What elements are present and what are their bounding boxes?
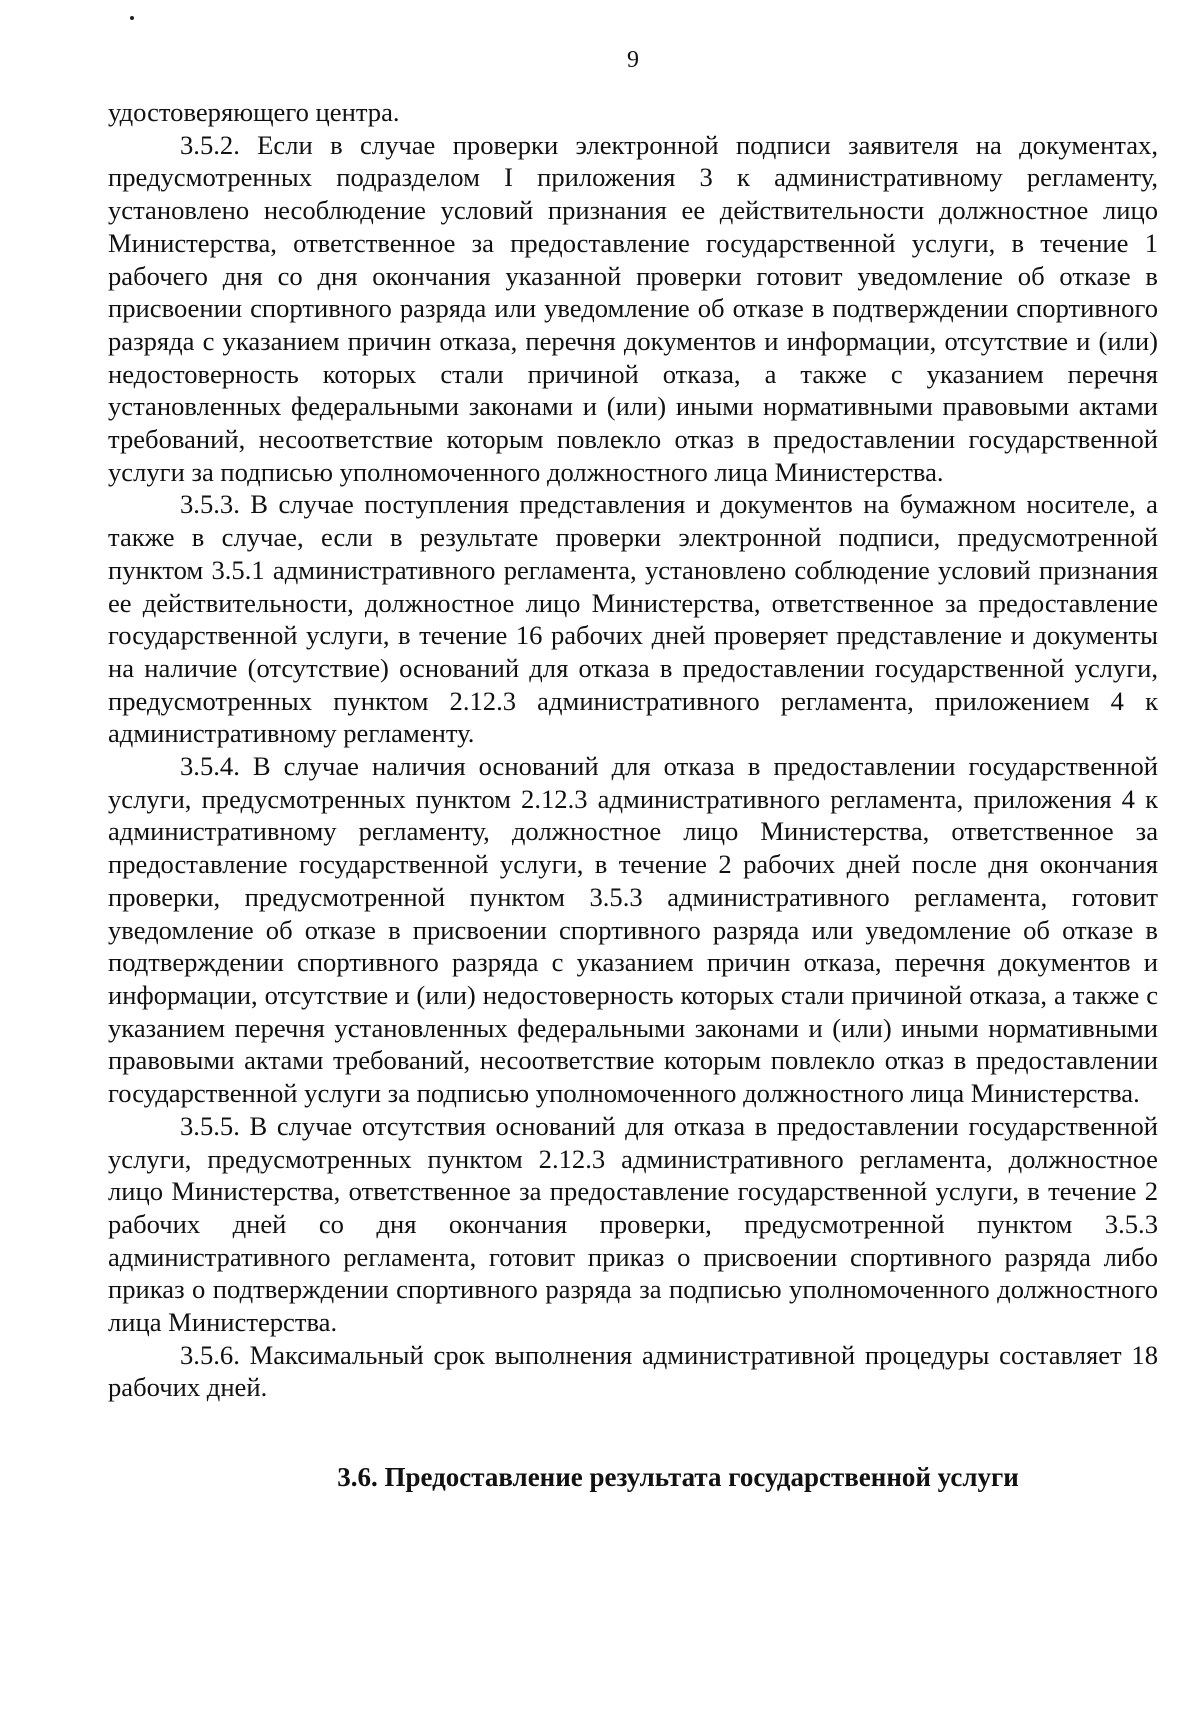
paragraph-3-5-6: 3.5.6. Максимальный срок выполнения административной процедуры составляет 18 рабочих дней. bbox=[108, 1339, 1158, 1403]
paragraph-3-5-2: 3.5.2. Если в случае проверки электронной подписи заявителя на документах, предусмотренных подразделом I приложения 3 к административному регламенту, установлено несоблюдение условий признания ее действительности должностное лицо Министерства, ответственное за предоставление государственной услуги, в течение 1 рабочего дня со дня окончания указанной проверки готовит уведомление об отказе в присвоении спортивного разряда или уведомление об отказе в подтверждении спортивного разряда с указанием причин отказа, перечня документов и информации, отсутствие и (или) недостоверность которых стали причиной отказа, а также с указанием перечня установленных федеральными законами и (или) иными нормативными правовыми актами требований, несоответствие которым повлекло отказ в предоставлении государственной услуги за подписью уполномоченного должностного лица Министерства. bbox=[108, 129, 1158, 487]
section-heading: 3.6. Предоставление результата государственной услуги bbox=[337, 1462, 1019, 1493]
paragraph-3-5-4: 3.5.4. В случае наличия оснований для отказа в предоставлении государственной услуги, предусмотренных пунктом 2.12.3 административного регламента, приложения 4 к административному регламенту, должностное лицо Министерства, ответственное за предоставление государственной услуги, в течение 2 рабочих дней после дня окончания проверки, предусмотренной пунктом 3.5.3 административного регламента, готовит уведомление об отказе в присвоении спортивного разряда или уведомление об отказе в подтверждении спортивного разряда с указанием причин отказа, перечня документов и информации, отсутствие и (или) недостоверность которых стали причиной отказа, а также с указанием перечня установленных федеральными законами и (или) иными нормативными правовыми актами требований, несоответствие которым повлекло отказ в предоставлении государственной услуги за подписью уполномоченного должностного лица Министерства. bbox=[108, 751, 1158, 1109]
document-page bbox=[108, 36, 1158, 1493]
scan-speck bbox=[130, 16, 134, 20]
paragraph-3-5-5: 3.5.5. В случае отсутствия оснований для отказа в предоставлении государственной услуги, предусмотренных пунктом 2.12.3 административного регламента, должностное лицо Министерства, ответственное за предоставление государственной услуги, в течение 2 рабочих дней со дня окончания проверки, предусмотренной пунктом 3.5.3 административного регламента, готовит приказ о присвоении спортивного разряда либо приказ о подтверждении спортивного разряда за подписью уполномоченного должностного лица Министерства. bbox=[108, 1110, 1158, 1338]
paragraph-continuation: удостоверяющего центра. bbox=[108, 97, 400, 127]
page-number: 9 bbox=[627, 47, 639, 73]
paragraph-3-5-3: 3.5.3. В случае поступления представления и документов на бумажном носителе, а также в случае, если в результате проверки электронной подписи, предусмотренной пунктом 3.5.1 административного регламента, установлено соблюдение условий признания ее действительности, должностное лицо Министерства, ответственное за предоставление государственной услуги, в течение 16 рабочих дней проверяет представление и документы на наличие (отсутствие) оснований для отказа в предоставлении государственной услуги, предусмотренных пунктом 2.12.3 административного регламента, приложением 4 к административному регламенту. bbox=[108, 489, 1158, 749]
